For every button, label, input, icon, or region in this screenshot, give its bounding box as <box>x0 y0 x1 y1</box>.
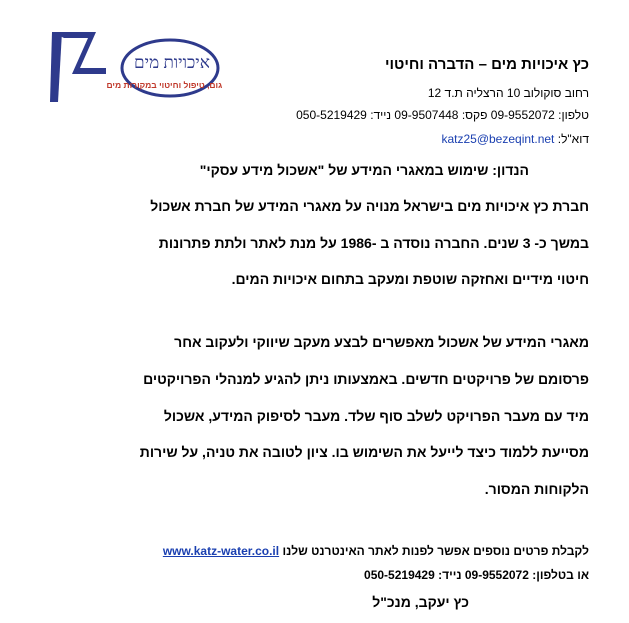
paragraph2-line: מסייעת ללמוד כיצד לייעל את השימוש בו. ציון לטובה את טניה, על שירות <box>139 444 589 460</box>
paragraph1-line: חברת כץ איכויות מים בישראל מנויה על מאגרי המידע של חברת אשכול <box>150 198 589 214</box>
paragraph2-line: מיד עם מעבר הפרויקט לשלב סוף שלד. מעבר לסיפוק המידע, אשכול <box>163 408 589 424</box>
company-phones: טלפון: 09-9552072 פקס: 09-9507448 נייד: 050-5219429 <box>296 108 589 122</box>
paragraph1-line: חיטוי מידיים ואחזקה שוטפת ומעקב בתחום איכויות המים. <box>231 271 589 287</box>
website-link[interactable]: www.katz-water.co.il <box>162 544 280 558</box>
footer-phone-line: או בטלפון: 09-9552072 נייד: 050-5219429 <box>364 568 589 582</box>
logo-brand-name: איכויות מים <box>134 53 210 72</box>
email-link[interactable]: katz25@bezeqint.net <box>441 132 555 146</box>
paragraph2-line: פרסומם של פרויקטים חדשים. באמצעותו ניתן להגיע למנהלי הפרויקטים <box>143 371 589 387</box>
paragraph2-line: מאגרי המידע של אשכול מאפשרים לבצע מעקב שיווקי ולעקוב אחר <box>174 334 589 350</box>
paragraph1-line: במשך כ- 3 שנים. החברה נוסדה ב -1986 על מנת לאתר ולתת פתרונות <box>158 235 589 251</box>
logo-tagline: דיגום, טיפול וחיטוי במקורות מים <box>106 80 222 90</box>
katz-logo-icon <box>50 28 222 106</box>
company-logo <box>50 28 222 106</box>
email-label: דוא"ל: <box>557 132 589 146</box>
letter-subject: הנדון: שימוש במאגרי המידע של "אשכול מידע עסקי" <box>199 162 529 178</box>
footer-details-text: לקבלת פרטים נוספים אפשר לפנות לאתר האינטרנט שלנו <box>282 544 589 558</box>
paragraph2-line: הלקוחות המסור. <box>484 481 589 497</box>
company-name: כץ איכויות מים – הדברה וחיטוי <box>384 56 589 73</box>
email-line <box>441 132 589 146</box>
signature: כץ יעקב, מנכ"ל <box>372 594 469 610</box>
company-address: רחוב סוקולוב 10 הרצליה ת.ד 12 <box>427 86 589 100</box>
footer-details-line <box>163 544 589 558</box>
